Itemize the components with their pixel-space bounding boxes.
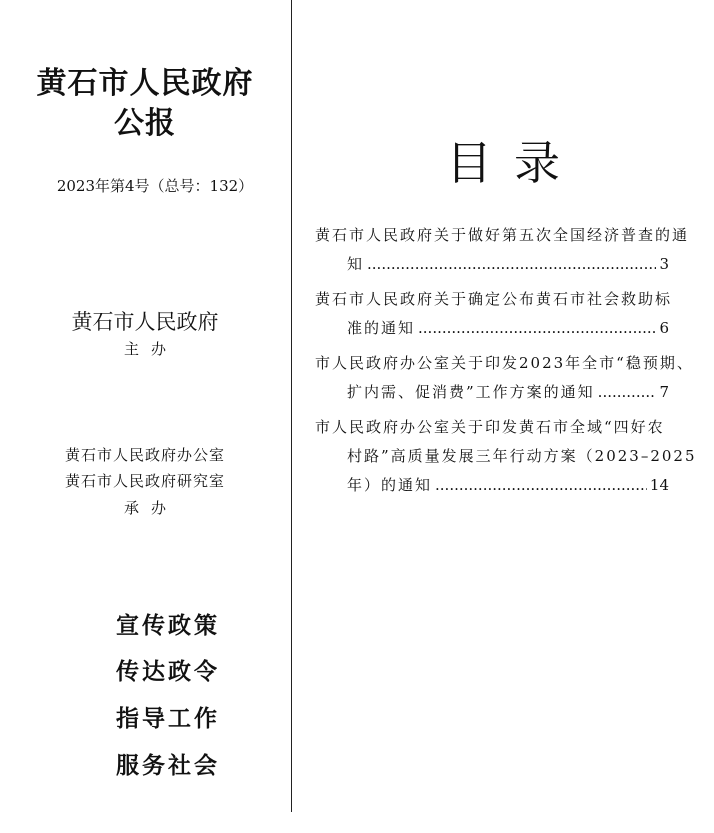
toc-leader-dots — [367, 250, 656, 279]
sponsor-role: 主办 — [123, 340, 178, 358]
toc-entry[interactable] — [315, 349, 694, 407]
toc-entry-title: 黄石市人民政府关于确定公布黄石市社会救助标 — [315, 290, 673, 308]
toc-entry-title-continued: 村路”高质量发展三年行动方案（2023–2025 — [347, 447, 697, 465]
toc-title: 目录 — [446, 136, 582, 190]
organizer-name: 黄石市人民政府办公室 — [64, 446, 225, 464]
toc-entry-last-line — [315, 250, 669, 279]
motto-line: 服务社会 — [116, 752, 220, 779]
toc-entry-last-line — [315, 378, 669, 407]
toc-page-number: 6 — [659, 319, 669, 337]
toc-page-number: 7 — [659, 383, 669, 401]
publication-title: 黄石市人民政府 — [36, 66, 254, 101]
toc-entry-title-end: 年）的通知 — [347, 476, 433, 494]
toc-page-number: 3 — [659, 255, 669, 273]
toc-leader-dots — [418, 314, 656, 343]
toc-entry-title: 黄石市人民政府关于做好第五次全国经济普查的通 — [315, 226, 690, 244]
toc-entry[interactable] — [315, 285, 673, 343]
toc-leader-dots — [598, 378, 657, 407]
toc-entry-last-line — [315, 314, 669, 343]
toc-entry-title: 市人民政府办公室关于印发黄石市全域“四好农 — [315, 418, 665, 436]
toc-entry[interactable] — [315, 221, 690, 279]
cover-left-panel — [0, 0, 290, 833]
sponsor-name: 黄石市人民政府 — [71, 310, 219, 334]
organizer-name: 黄石市人民政府研究室 — [64, 472, 225, 490]
motto-line: 传达政令 — [116, 658, 220, 685]
toc-entry[interactable] — [315, 413, 697, 500]
organizer-role: 承办 — [123, 499, 178, 517]
toc-entry-title: 市人民政府办公室关于印发2023年全市“稳预期、 — [315, 354, 694, 372]
toc-entry-last-line — [315, 471, 669, 500]
toc-leader-dots — [435, 471, 647, 500]
toc-page-number: 14 — [649, 476, 669, 494]
toc-entry-title-end: 准的通知 — [347, 319, 416, 337]
toc-entry-title-end: 知 — [347, 255, 365, 273]
table-of-contents — [315, 221, 697, 506]
column-divider — [291, 0, 292, 812]
motto-line: 宣传政策 — [116, 612, 220, 639]
issue-number: 2023年第4号（总号：132） — [56, 177, 254, 195]
toc-entry-title-end: 扩内需、促消费”工作方案的通知 — [347, 383, 595, 401]
publication-title-suffix: 公报 — [114, 106, 176, 141]
motto-line: 指导工作 — [116, 705, 220, 732]
